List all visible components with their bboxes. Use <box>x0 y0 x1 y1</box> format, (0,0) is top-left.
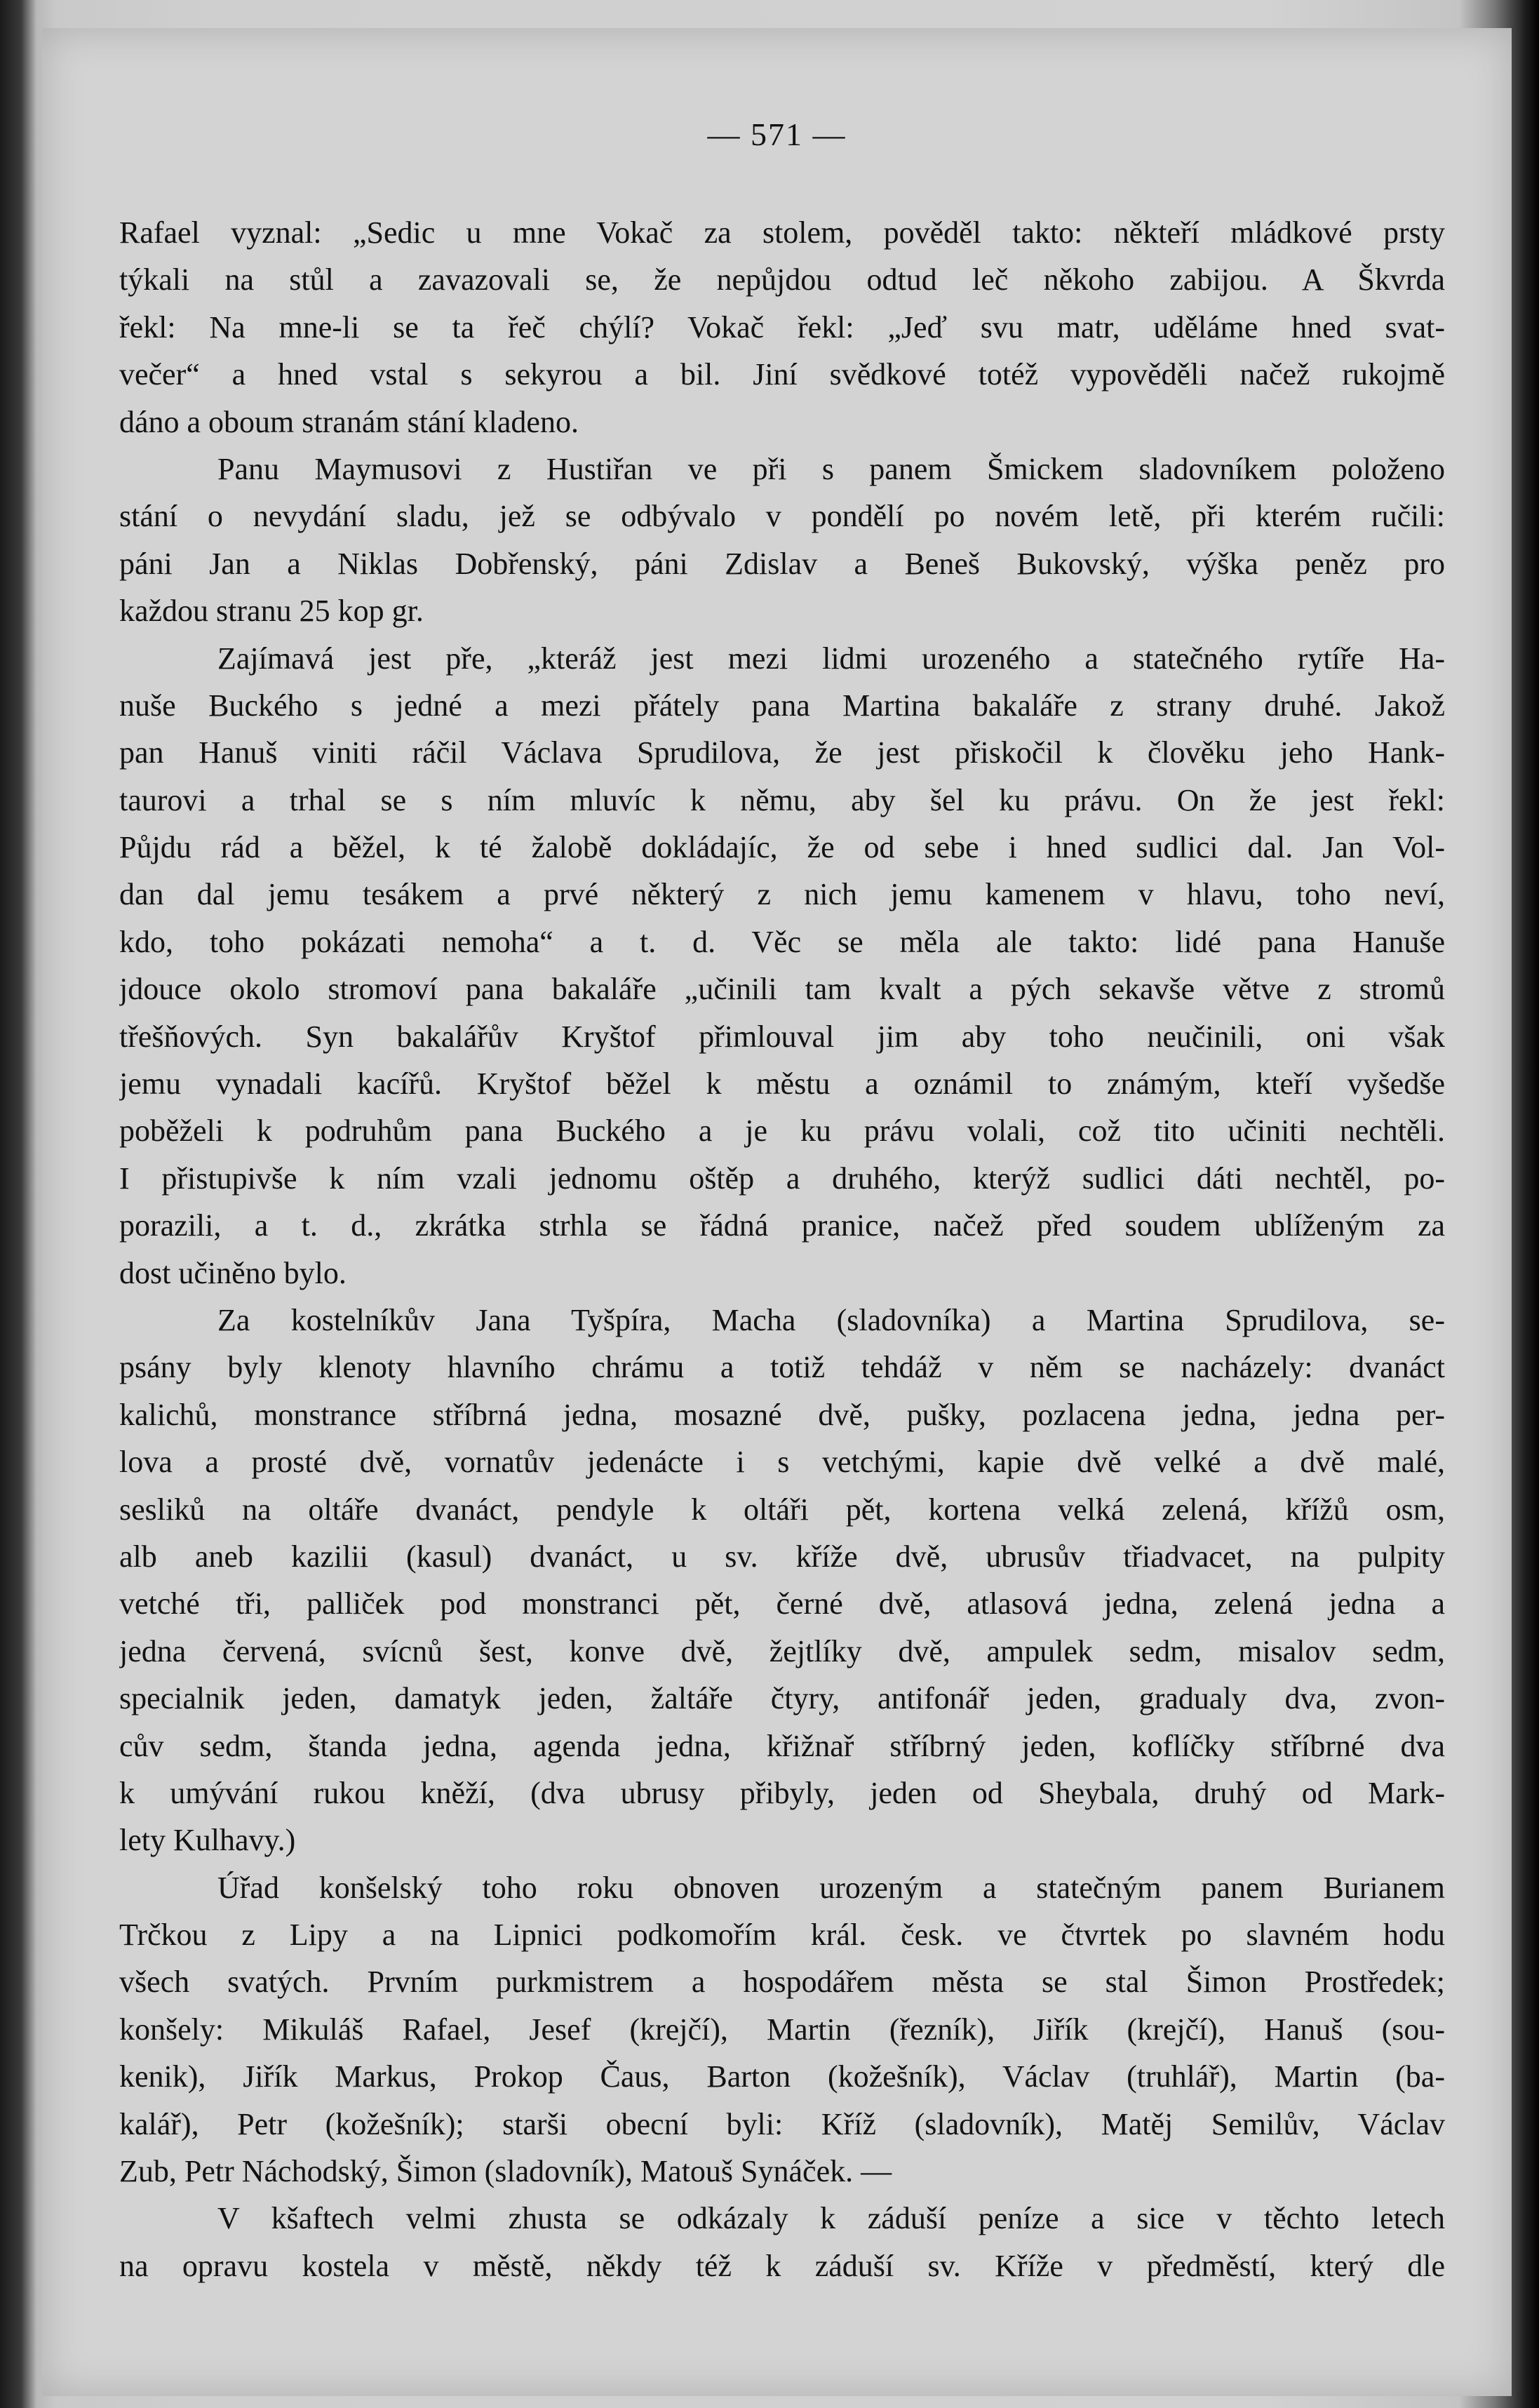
text-line: dost učiněno bylo. <box>119 1255 347 1290</box>
text-line: poběželi k podruhům pana Buckého a je ku právu volali, což tito učiniti nechtěli. <box>119 1113 1445 1149</box>
text-line: taurovi a trhal se s ním mluvíc k němu, aby šel ku právu. On že jest řekl: <box>119 782 1445 817</box>
text-line: Úřad konšelský toho roku obnoven urozeným a statečným panem Burianem <box>217 1870 1445 1905</box>
text-line: sesliků na oltáře dvanáct, pendyle k oltáři pět, kortena velká zelená, křížů osm, <box>119 1492 1445 1527</box>
text-line: alb aneb kazilii (kasul) dvanáct, u sv. kříže dvě, ubrusův třiadvacet, na pulpity <box>119 1539 1445 1574</box>
text-line: cův sedm, štanda jedna, agenda jedna, křižnař stříbrný jeden, koflíčky stříbrné dva <box>119 1728 1445 1763</box>
text-line: k umývání rukou kněží, (dva ubrusy přibyly, jeden od Sheybala, druhý od Mark- <box>119 1775 1445 1810</box>
text-line: týkali na stůl a zavazovali se, že nepůjdou odtud leč někoho zabijou. A Škvrda <box>119 262 1445 297</box>
text-line: dan dal jemu tesákem a prvé některý z nich jemu kamenem v hlavu, toho neví, <box>119 877 1445 912</box>
text-line: nuše Buckého s jedné a mezi přátely pana Martina bakaláře z strany druhé. Jakož <box>119 688 1445 723</box>
text-line: pan Hanuš viniti ráčil Václava Sprudilova, že jest přiskočil k člověku jeho Hank- <box>119 735 1445 770</box>
text-line: Půjdu rád a běžel, k té žalobě dokládajíc, že od sebe i hned sudlici dal. Jan Vol- <box>119 830 1445 865</box>
text-line: páni Jan a Niklas Dobřenský, páni Zdislav a Beneš Bukovský, výška peněz pro <box>119 546 1445 581</box>
text-line: řekl: Na mne-li se ta řeč chýlí? Vokač řekl: „Jeď svu matr, uděláme hned svat- <box>119 309 1445 345</box>
text-line: každou stranu 25 kop gr. <box>119 594 424 629</box>
text-line: lova a prosté dvě, vornatův jedenácte i s vetchými, kapie dvě velké a dvě malé, <box>119 1445 1445 1480</box>
text-line: konšely: Mikuláš Rafael, Jesef (krejčí), Martin (řezník), Jiřík (krejčí), Hanuš (sou- <box>119 2012 1445 2047</box>
text-line: kenik), Jiřík Markus, Prokop Čaus, Barton (kožešník), Václav (truhlář), Martin (ba- <box>119 2059 1445 2094</box>
text-line: jedna červená, svícnů šest, konve dvě, žejtlíky dvě, ampulek sedm, misalov sedm, <box>119 1633 1445 1668</box>
text-line: V kšaftech velmi zhusta se odkázaly k záduší peníze a sice v těchto letech <box>217 2201 1445 2236</box>
text-line: Trčkou z Lipy a na Lipnici podkomořím král. česk. ve čtvrtek po slavném hodu <box>119 1918 1445 1953</box>
text-line: psány byly klenoty hlavního chrámu a totiž tehdáž v něm se nacházely: dvanáct <box>119 1350 1445 1385</box>
text-line: kalichů, monstrance stříbrná jedna, mosazné dvě, pušky, pozlacena jedna, jedna per- <box>119 1397 1445 1432</box>
page-body-text <box>119 209 1445 2289</box>
text-line: Za kostelníkův Jana Tyšpíra, Macha (sladovníka) a Martina Sprudilova, se- <box>217 1302 1445 1337</box>
text-line: večer“ a hned vstal s sekyrou a bil. Jiní svědkové totéž vypověděli načež rukojmě <box>119 357 1445 392</box>
text-line: jdouce okolo stromoví pana bakaláře „učinili tam kvalt a pých sekavše větve z stromů <box>119 972 1445 1007</box>
text-line: na opravu kostela v městě, někdy též k záduší sv. Kříže v předměstí, který dle <box>119 2248 1445 2283</box>
text-line: porazili, a t. d., zkrátka strhla se řádná pranice, načež před soudem ublíženým za <box>119 1208 1445 1243</box>
text-line: kalář), Petr (kožešník); starši obecní byli: Kříž (sladovník), Matěj Semilův, Václav <box>119 2106 1445 2141</box>
text-line: Zub, Petr Náchodský, Šimon (sladovník), Matouš Synáček. — <box>119 2154 892 2189</box>
text-line: stání o nevydání sladu, jež se odbývalo v pondělí po novém letě, při kterém ručili: <box>119 499 1445 534</box>
text-line: všech svatých. Prvním purkmistrem a hospodářem města se stal Šimon Prostředek; <box>119 1965 1445 2000</box>
text-line: lety Kulhavy.) <box>119 1823 296 1858</box>
book-page <box>42 28 1512 2396</box>
text-line: specialnik jeden, damatyk jeden, žaltáře čtyry, antifonář jeden, gradualy dva, zvon- <box>119 1681 1445 1716</box>
text-line: Zajímavá jest pře, „kteráž jest mezi lidmi urozeného a statečného rytíře Ha- <box>217 641 1445 676</box>
text-line: kdo, toho pokázati nemoha“ a t. d. Věc se měla ale takto: lidé pana Hanuše <box>119 924 1445 959</box>
text-line: vetché tři, palliček pod monstranci pět, černé dvě, atlasová jedna, zelená jedna a <box>119 1586 1445 1621</box>
text-line: dáno a oboum stranám stání kladeno. <box>119 404 579 439</box>
page-number: — 571 — <box>707 116 847 152</box>
text-line: třešňových. Syn bakalářův Kryštof přimlouval jim aby toho neučinili, oni však <box>119 1019 1445 1054</box>
text-line: Rafael vyznal: „Sedic u mne Vokač za stolem, pověděl takto: někteří mládkové prsty <box>119 215 1445 250</box>
text-line: jemu vynadali kacířů. Kryštof běžel k městu a oznámil to známým, kteří vyšedše <box>119 1066 1445 1102</box>
text-line: I přistupivše k ním vzali jednomu oštěp a druhého, kterýž sudlici dáti nechtěl, po- <box>119 1160 1445 1196</box>
text-line: Panu Maymusovi z Hustiřan ve při s panem Šmickem sladovníkem položeno <box>217 451 1445 486</box>
